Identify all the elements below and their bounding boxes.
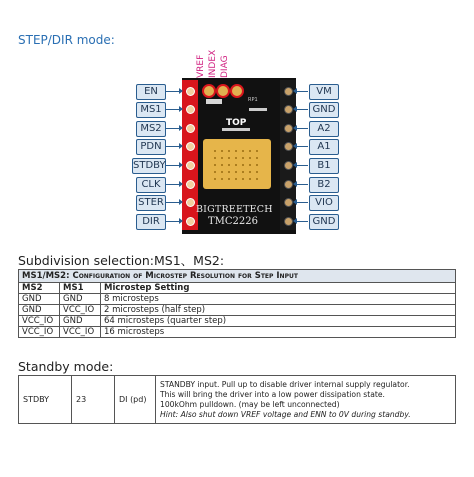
chip-dot xyxy=(214,164,216,166)
chip-dot xyxy=(242,150,244,152)
pin-arrow xyxy=(166,165,180,166)
pin-label-pdn: PDN xyxy=(136,139,166,155)
cell-setting: 16 microsteps xyxy=(101,327,456,338)
chip-dot xyxy=(242,171,244,173)
chip-dot xyxy=(221,171,223,173)
cell-ms2: GND xyxy=(19,294,60,305)
pin-hole xyxy=(186,161,195,170)
microstep-table xyxy=(18,269,456,338)
top-marking: TOP xyxy=(226,118,247,128)
chip-dot xyxy=(214,150,216,152)
pin-hole xyxy=(284,87,293,96)
pin-label-gnd-2: GND xyxy=(309,214,339,230)
table-row xyxy=(19,327,456,338)
pin-arrow xyxy=(166,146,180,147)
chip-dot xyxy=(221,164,223,166)
cell-ms2: GND xyxy=(19,305,60,316)
pin-arrow xyxy=(296,165,308,166)
chip-dot xyxy=(256,171,258,173)
vref-pad xyxy=(202,84,216,98)
pin-arrow xyxy=(296,109,308,110)
chip-dot-grid xyxy=(212,148,262,182)
chip-dot xyxy=(228,171,230,173)
subdivision-title: Subdivision selection:MS1、MS2: xyxy=(18,253,225,268)
standby-pin-type: DI (pd) xyxy=(115,376,156,424)
chip-dot xyxy=(242,157,244,159)
pin-arrow xyxy=(166,91,180,92)
pin-label-b1: B1 xyxy=(309,158,339,174)
pin-arrow xyxy=(166,128,180,129)
chip-dot xyxy=(214,157,216,159)
pin-hole xyxy=(284,161,293,170)
pin-arrow xyxy=(296,91,308,92)
chip-dot xyxy=(256,178,258,180)
col-ms2: MS2 xyxy=(19,283,60,294)
cell-ms2: VCC_IO xyxy=(19,316,60,327)
model-text: TMC2226 xyxy=(208,216,259,227)
cell-setting: 2 microsteps (half step) xyxy=(101,305,456,316)
chip-dot xyxy=(249,178,251,180)
pin-hole xyxy=(186,87,195,96)
pin-hole xyxy=(186,180,195,189)
pin-label-gnd-1: GND xyxy=(309,102,339,118)
pin-arrow xyxy=(296,202,308,203)
index-pad xyxy=(216,84,230,98)
chip-dot xyxy=(235,164,237,166)
pin-label-a2: A2 xyxy=(309,121,339,137)
cell-ms1: VCC_IO xyxy=(60,305,101,316)
pin-arrow xyxy=(296,146,308,147)
rp1-text: RP1 xyxy=(248,97,258,103)
pin-label-vio: VIO xyxy=(309,195,339,211)
pin-label-stdby: STDBY xyxy=(132,158,166,174)
chip-dot xyxy=(249,157,251,159)
pin-arrow xyxy=(166,202,180,203)
pin-hole xyxy=(284,142,293,151)
pin-hole xyxy=(284,198,293,207)
diag-label: DIAG xyxy=(220,55,230,78)
right-header xyxy=(280,80,296,230)
col-ms1: MS1 xyxy=(60,283,101,294)
pin-label-dir: DIR xyxy=(136,214,166,230)
table-row xyxy=(19,316,456,327)
cell-ms1: GND xyxy=(60,294,101,305)
step-dir-title: STEP/DIR mode: xyxy=(18,33,115,47)
pin-label-b2: B2 xyxy=(309,177,339,193)
pin-hole xyxy=(284,217,293,226)
chip-dot xyxy=(249,150,251,152)
pin-label-ster: STER xyxy=(136,195,166,211)
pin-hole xyxy=(284,124,293,133)
chip-dot xyxy=(214,178,216,180)
pin-hole xyxy=(186,142,195,151)
resistor xyxy=(249,108,267,111)
pin-hole xyxy=(284,105,293,114)
pin-arrow xyxy=(296,128,308,129)
chip-dot xyxy=(242,164,244,166)
chip-dot xyxy=(242,178,244,180)
smd-component xyxy=(206,99,222,104)
chip-dot xyxy=(228,178,230,180)
table-row xyxy=(19,294,456,305)
pin-hole xyxy=(186,124,195,133)
pin-arrow xyxy=(166,109,180,110)
diag-pad xyxy=(230,84,244,98)
pin-arrow xyxy=(166,184,180,185)
index-label: INDEX xyxy=(208,49,218,78)
chip-dot xyxy=(235,178,237,180)
vref-label: VREF xyxy=(196,54,206,78)
desc-line: STANDBY input. Pull up to disable driver internal supply regulator. xyxy=(160,379,410,389)
cell-setting: 64 microsteps (quarter step) xyxy=(101,316,456,327)
chip-dot xyxy=(249,171,251,173)
silkscreen-bar xyxy=(222,128,250,131)
cell-ms1: VCC_IO xyxy=(60,327,101,338)
standby-description xyxy=(156,376,456,424)
chip-dot xyxy=(221,178,223,180)
pin-hole xyxy=(186,217,195,226)
chip-dot xyxy=(228,157,230,159)
pin-arrow xyxy=(296,184,308,185)
pin-arrow xyxy=(296,221,308,222)
table-row xyxy=(19,305,456,316)
chip-dot xyxy=(235,150,237,152)
standby-table xyxy=(18,375,456,424)
desc-hint: Hint: Also shut down VREF voltage and ENN to 0V during standby. xyxy=(160,409,411,419)
chip-dot xyxy=(256,150,258,152)
pin-hole xyxy=(186,105,195,114)
chip-dot xyxy=(249,164,251,166)
brand-text: BIGTREETECH xyxy=(196,204,273,215)
desc-line: This will bring the driver into a low power dissipation state. xyxy=(160,389,385,399)
chip-dot xyxy=(228,150,230,152)
pin-label-a1: A1 xyxy=(309,139,339,155)
pin-label-ms1: MS1 xyxy=(136,102,166,118)
standby-pin-number: 23 xyxy=(72,376,115,424)
pin-hole xyxy=(186,198,195,207)
pin-label-vm: VM xyxy=(309,84,339,100)
cell-setting: 8 microsteps xyxy=(101,294,456,305)
desc-line: 100kOhm pulldown. (may be left unconnected) xyxy=(160,399,340,409)
chip-dot xyxy=(228,164,230,166)
pin-label-ms2: MS2 xyxy=(136,121,166,137)
chip-dot xyxy=(235,171,237,173)
cell-ms2: VCC_IO xyxy=(19,327,60,338)
microstep-table-title: MS1/MS2: Configuration of Microstep Resolution for Step Input xyxy=(19,270,456,283)
col-microstep-setting: Microstep Setting xyxy=(101,283,456,294)
chip-dot xyxy=(221,157,223,159)
standby-title: Standby mode: xyxy=(18,359,114,374)
standby-pin: STDBY xyxy=(19,376,72,424)
chip-dot xyxy=(256,157,258,159)
pin-label-en: EN xyxy=(136,84,166,100)
chip-dot xyxy=(221,150,223,152)
chip-dot xyxy=(256,164,258,166)
cell-ms1: GND xyxy=(60,316,101,327)
pin-arrow xyxy=(166,221,180,222)
chip-dot xyxy=(214,171,216,173)
pin-hole xyxy=(284,180,293,189)
chip-dot xyxy=(235,157,237,159)
top-pin-labels xyxy=(196,38,246,82)
pin-label-clk: CLK xyxy=(136,177,166,193)
